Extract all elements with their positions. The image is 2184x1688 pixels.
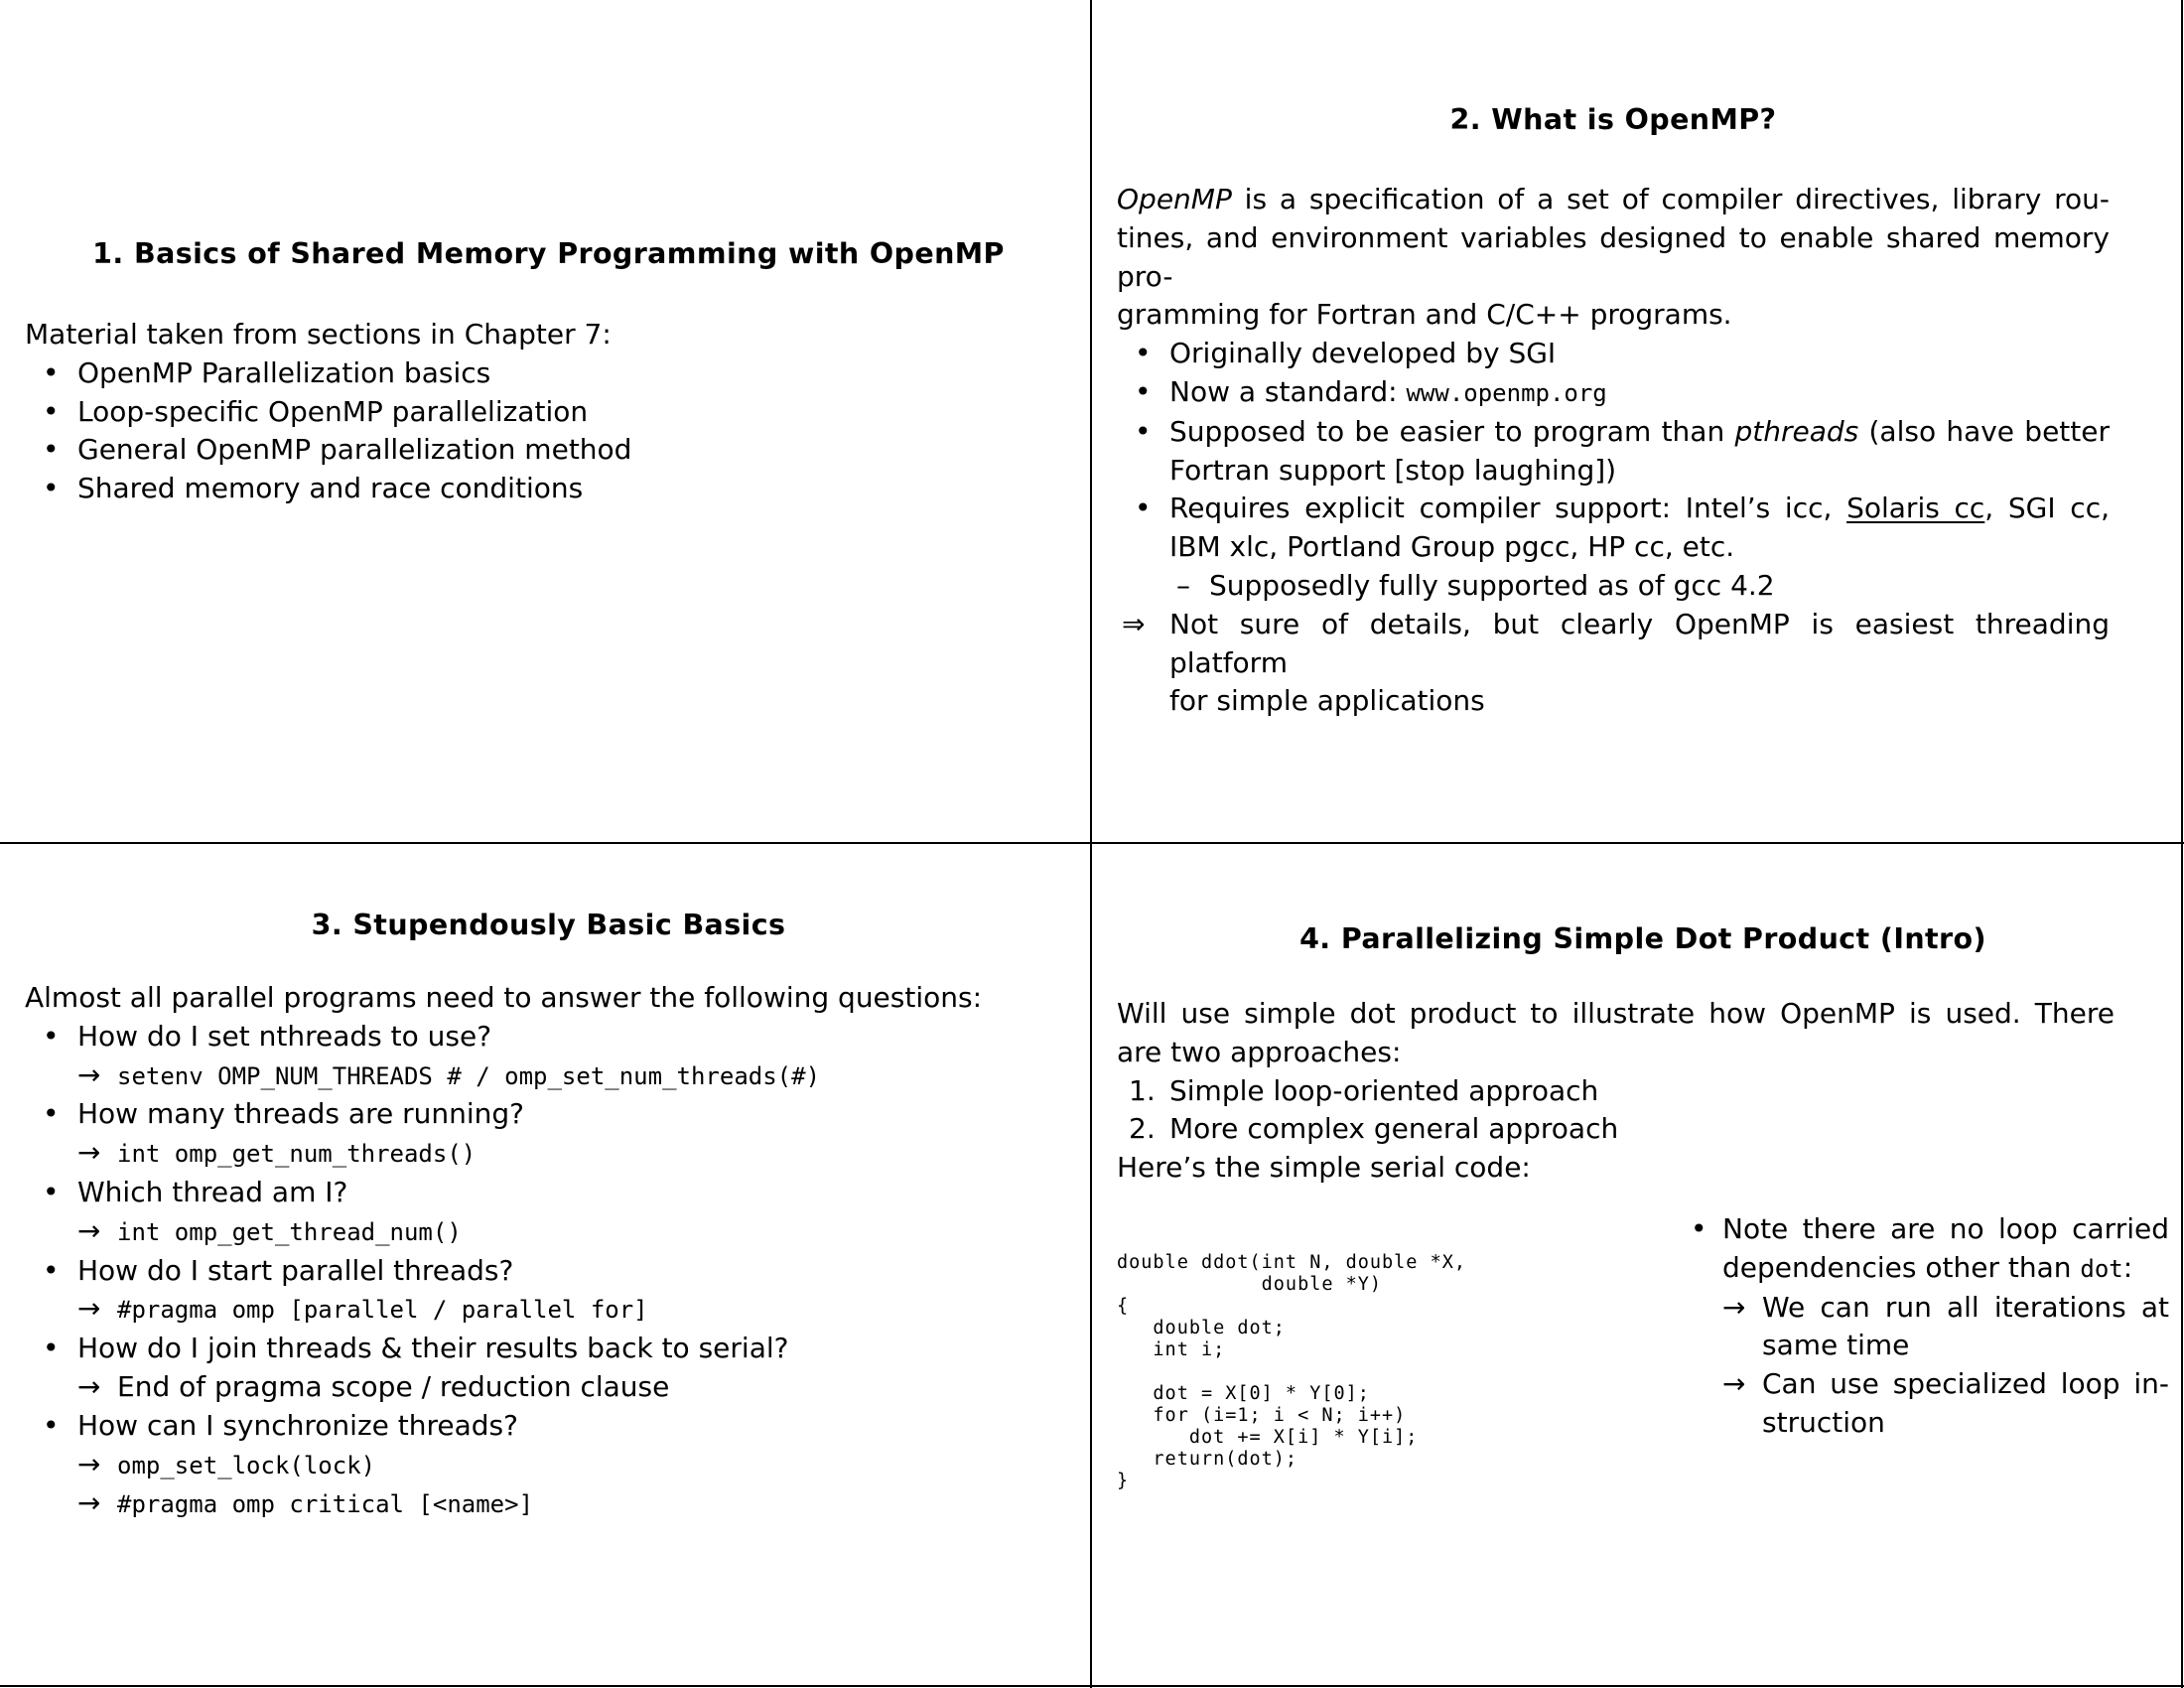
bullet-continuation: dependencies other than dot:: [1722, 1250, 2133, 1284]
bullet-item: • OpenMP Parallelization basics: [25, 354, 1072, 393]
answer-item: → setenv OMP_NUM_THREADS # / omp_set_num_threads(#): [25, 1056, 1072, 1096]
slide-3-intro: Almost all parallel programs need to answer the following questions:: [25, 981, 983, 1014]
right-arrow-icon: →: [1722, 1290, 1746, 1324]
slide-2-title: 2. What is OpenMP?: [1449, 103, 1777, 136]
slide-4: [1117, 844, 2169, 1686]
slide-4-body: [1117, 995, 2115, 1188]
bullet-item: • Originally developed by SGI: [1117, 335, 2110, 373]
conclusion-continuation: for simple applications: [1169, 684, 1485, 718]
right-border: [2181, 0, 2183, 1688]
question-item: • Which thread am I?: [25, 1174, 1072, 1212]
bullet-icon: •: [43, 433, 60, 467]
bullet-icon: •: [1691, 1212, 1707, 1245]
answer-item: → omp_set_lock(lock): [25, 1446, 1072, 1485]
bullet-continuation: IBM xlc, Portland Group pgcc, HP cc, etc.: [1169, 530, 1735, 564]
question-item: • How many threads are running?: [25, 1095, 1072, 1134]
right-arrow-icon: →: [77, 1213, 101, 1247]
bullet-item: • Requires explicit compiler support: Intel’s icc, Solaris cc, SGI cc,: [1117, 490, 2110, 528]
bullet-icon: •: [43, 1408, 60, 1442]
sub-bullet-item: – Supposedly fully supported as of gcc 4.2: [1117, 567, 2110, 606]
bullet-item: • Loop-specific OpenMP parallelization: [25, 393, 1072, 432]
bullet-icon: •: [43, 1332, 60, 1365]
slide-3-body: [25, 979, 1072, 1524]
right-arrow-icon: →: [77, 1136, 101, 1170]
paragraph-line: OpenMP is a specification of a set of compiler directives, library rou-: [1117, 183, 2110, 215]
right-arrow-icon: →: [77, 1369, 101, 1403]
dash-icon: –: [1176, 568, 1190, 602]
numbered-item: 2. More complex general approach: [1129, 1112, 1619, 1146]
answer-item: → int omp_get_thread_num(): [25, 1212, 1072, 1252]
slide-4-notes: [1683, 1210, 2169, 1443]
bullet-icon: •: [43, 1019, 60, 1053]
answer-item: → #pragma omp [parallel / parallel for]: [25, 1290, 1072, 1330]
slide-2-body: [1117, 181, 2110, 721]
right-arrow-icon: →: [77, 1292, 101, 1326]
serial-code-intro: Here’s the simple serial code:: [1117, 1151, 1531, 1185]
slide-3: [25, 844, 1072, 1686]
bullet-icon: •: [1135, 337, 1152, 370]
bullet-continuation: Fortran support [stop laughing]): [1169, 453, 1617, 487]
paragraph-line: gramming for Fortran and C/C++ programs.: [1117, 298, 1732, 332]
slide-4-title: 4. Parallelizing Simple Dot Product (Intro): [1299, 922, 1986, 955]
question-item: • How do I join threads & their results back to serial?: [25, 1330, 1072, 1368]
answer-item: → End of pragma scope / reduction clause: [25, 1368, 1072, 1407]
bullet-icon: •: [1135, 414, 1152, 448]
slide-1-intro: Material taken from sections in Chapter 7:: [25, 318, 612, 351]
bullet-icon: •: [43, 394, 60, 428]
question-item: • How do I start parallel threads?: [25, 1252, 1072, 1291]
sub-bullet-continuation: struction: [1762, 1405, 1885, 1439]
openmp-url: www.openmp.org: [1406, 378, 1607, 407]
bullet-item: • General OpenMP parallelization method: [25, 431, 1072, 470]
vertical-divider: [1090, 0, 1092, 1688]
answer-item: → int omp_get_num_threads(): [25, 1134, 1072, 1174]
sub-bullet-continuation: same time: [1762, 1329, 1910, 1362]
question-item: • How can I synchronize threads?: [25, 1407, 1072, 1446]
bullet-icon: •: [43, 472, 60, 505]
paragraph-line: tines, and environment variables designed to enable shared memory pro-: [1117, 220, 2110, 293]
numbered-item: 1. Simple loop-oriented approach: [1129, 1073, 1599, 1107]
bullet-icon: •: [43, 1097, 60, 1131]
solaris-cc-link[interactable]: Solaris cc: [1846, 492, 1985, 525]
bullet-item: • Supposed to be easier to program than pthreads (also have better: [1117, 413, 2110, 452]
implies-arrow-icon: ⇒: [1122, 607, 1146, 640]
slide-2: [1117, 0, 2110, 842]
paragraph-line: Will use simple dot product to illustrate how OpenMP is used. There: [1117, 997, 2115, 1030]
right-arrow-icon: →: [77, 1486, 101, 1520]
right-arrow-icon: →: [1722, 1367, 1746, 1401]
slide-1: [25, 0, 1072, 842]
right-arrow-icon: →: [77, 1447, 101, 1480]
paragraph-line: are two approaches:: [1117, 1035, 1402, 1068]
bullet-item: • Now a standard: www.openmp.org: [1117, 373, 2110, 413]
sub-bullet-item: → Can use specialized loop in-: [1683, 1365, 2169, 1404]
slide-1-title: 1. Basics of Shared Memory Programming with OpenMP: [92, 237, 1005, 270]
bullet-item: • Note there are no loop carried: [1683, 1210, 2169, 1249]
bullet-icon: •: [1135, 374, 1152, 408]
bullet-item: • Shared memory and race conditions: [25, 470, 1072, 508]
sub-bullet-item: → We can run all iterations at: [1683, 1289, 2169, 1328]
slide-3-title: 3. Stupendously Basic Basics: [311, 909, 786, 941]
question-item: • How do I set nthreads to use?: [25, 1018, 1072, 1056]
bullet-icon: •: [1135, 492, 1152, 525]
right-arrow-icon: →: [77, 1057, 101, 1091]
conclusion-item: ⇒ Not sure of details, but clearly OpenMP is easiest threading platform: [1122, 607, 2110, 679]
bullet-icon: •: [43, 355, 60, 389]
slide-1-body: [25, 316, 1072, 508]
bullet-icon: •: [43, 1253, 60, 1287]
bullet-icon: •: [43, 1175, 60, 1208]
answer-item: → #pragma omp critical [<name>]: [25, 1484, 1072, 1524]
ddot-code-block: double ddot(int N, double *X, double *Y) { double dot; int i; dot = X[0] * Y[0]; for (i=1; i < N; i++) dot += X[i] * Y[i]; return(dot); }: [1117, 1252, 1467, 1491]
